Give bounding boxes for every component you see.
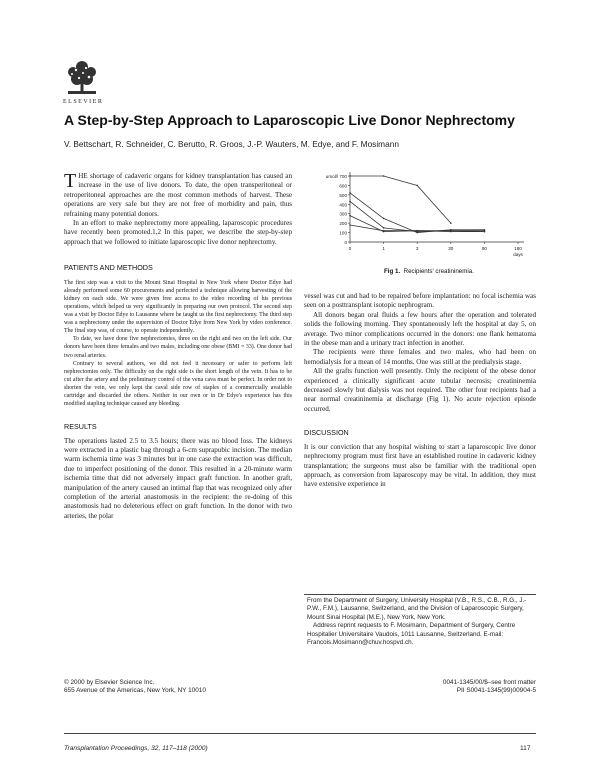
series-line-3 bbox=[350, 201, 484, 231]
data-point bbox=[383, 230, 385, 232]
data-point bbox=[383, 218, 385, 220]
intro-paragraph-2: In an effort to make nephrectomy more appealing, laparoscopic procedures have recently been promoted.1,2 In this paper, we describe the step-by-step approach that we followed to initiate laparoscopic live donor nephrectomy. bbox=[64, 219, 292, 246]
data-point bbox=[349, 201, 351, 203]
imprint-right bbox=[443, 679, 536, 695]
results-heading: RESULTS bbox=[64, 422, 97, 432]
methods-paragraph-2: To date, we have done five nephrectomies, three on the right and two on the left side. Our donors have been three females and two males, including one obese (BMI = 33). One donor had two renal arteries. bbox=[64, 336, 292, 359]
elsevier-wordmark: ELSEVIER bbox=[63, 99, 104, 105]
y-tick-label: 500 bbox=[339, 192, 347, 198]
x-tick-label: 3 bbox=[415, 246, 419, 251]
series-line-4 bbox=[350, 216, 484, 232]
reprint-address: Address reprint requests to F. Mosimann, Department of Surgery, Centre Hospitalier Universitaire Vaudois, 1011 Lausanne, Switzerland. E-mail: Francois.Mosimann@chuv.hospvd.ch. bbox=[307, 622, 516, 647]
methods-heading: PATIENTS AND METHODS bbox=[64, 263, 153, 273]
correspondence-note bbox=[307, 597, 537, 647]
x-tick-label: 0 bbox=[348, 246, 352, 251]
discussion-paragraph: It is our conviction that any hospital wishing to start a laparoscopic live donor nephrectomy program must first have an established routine in cadaveric kidney transplantation; the surgeons must also be familiar with the traditional open approach, as conversion from laparoscopy may be vital. In addition, they must have extensive experience in bbox=[304, 442, 536, 489]
x-tick-label: 1 bbox=[382, 246, 385, 251]
imprint-left bbox=[64, 679, 206, 695]
y-tick-label: 0 bbox=[344, 240, 347, 245]
affiliations: From the Department of Surgery, University Hospital (V.B., R.S., C.B., R.G., J.-P.W., F.M.), Lausanne, Switzerland, and the Division of Laparoscopic Surgery, Mount Sinai Hospital (M.E.), New York, New York. bbox=[307, 597, 527, 621]
data-point bbox=[349, 192, 351, 194]
x-tick-label: 30 bbox=[448, 246, 454, 251]
footnote-rule bbox=[304, 594, 536, 595]
data-point bbox=[383, 175, 385, 177]
data-point bbox=[349, 224, 351, 226]
right-paragraph-1: vessel was cut and had to be repaired before implantation: no focal ischemia was seen on a posttransplant isotopic nephrogram. bbox=[304, 292, 536, 310]
data-point bbox=[349, 215, 351, 217]
discussion-heading: DISCUSSION bbox=[304, 428, 349, 438]
y-tick-label: 100 bbox=[339, 230, 347, 236]
data-point bbox=[484, 231, 486, 233]
y-tick-label: 600 bbox=[339, 183, 347, 189]
data-point bbox=[383, 227, 385, 229]
series-line-1 bbox=[350, 176, 451, 223]
y-tick-label: 300 bbox=[339, 211, 347, 217]
y-tick-label: umol/l 700 bbox=[325, 174, 347, 179]
right-paragraph-2: All donors began oral fluids a few hours after the operation and tolerated solids the following morning. They spontaneously left the hospital at day 5, on average. Two minor complications occurred in the donors: one flank hematoma in the obese man and a urinary tract infection in another. bbox=[304, 310, 536, 348]
figure-caption-text: Recipients' creatininemia. bbox=[403, 268, 474, 275]
right-paragraph-4: All the grafts function well presently. Only the recipient of the obese donor experienced a clinically significant acute tubular necrosis; creatininemia decreased slowly but dialysis was not required. The other four recipients had a near normal creatininemia at discharge (Fig 1). No acute rejection episode occurred. bbox=[304, 367, 536, 413]
left-column bbox=[64, 172, 292, 521]
footer-rule bbox=[64, 733, 536, 734]
data-point bbox=[416, 185, 418, 187]
publisher-address: 655 Avenue of the Americas, New York, NY 10010 bbox=[64, 687, 206, 695]
right-paragraph-3: The recipients were three females and two males, who had been on hemodialysis for a mean of 14 months. One was still at the predialysis stage. bbox=[304, 348, 536, 366]
data-point bbox=[450, 230, 452, 232]
pii-line: PII S0041-1345(99)00904-5 bbox=[456, 687, 536, 695]
elsevier-logo bbox=[62, 58, 102, 98]
journal-citation: Transplantation Proceedings, 32, 117–118 (2000) bbox=[64, 745, 208, 752]
article-title: A Step-by-Step Approach to Laparoscopic Live Donor Nephrectomy bbox=[64, 112, 515, 128]
intro-paragraph-1: THE shortage of cadaveric organs for kidney transplantation has caused an increase in the use of live donors. To date, the open transperitoneal or retroperitoneal approaches are the most common methods of harvest. These operations are very safe but they are not free of morbidity and pain, thus refraining many potential donors. bbox=[64, 170, 292, 218]
x-tick-label-unit: days bbox=[513, 252, 523, 257]
copyright-line: © 2000 by Elsevier Science Inc. bbox=[64, 679, 155, 686]
author-list: V. Bettschart, R. Schneider, C. Berutto, R. Groos, J.-P. Wauters, M. Edye, and F. Mosimann bbox=[64, 139, 399, 149]
methods-paragraph-1: The first step was a visit to the Mount Sinai Hospital in New York where Doctor Edye had already performed some 60 procurements and perfected a technique allowing harvesting of the kidney on each side. We were given free access to the video recording of his previous operations, which helped us very significantly in preparing our own protocol. The second step was a visit by Doctor Edye to Lausanne where he taught us the first nephrectomy. The third step was a nephrectomy under the supervision of Doctor Edye from New York by video conference. The final step was, of course, to operate independently. bbox=[64, 279, 292, 335]
methods-paragraph-3: Contrary to several authors, we did not feel it necessary or safer to perform left nephrectomies only. The difficulty on the right side is the short length of the vein. It has to be cut after the artery and the preliminary control of the vena cava must be perfect. In order not to shorten the vein, we only kept the caval side row of staples of a commercially available cartridge and discarded the others. Neither in our own or in Dr Edye's experience has this modified stapling technique caused any bleeding. bbox=[64, 360, 292, 408]
series-line-2 bbox=[350, 193, 484, 233]
y-tick-label: 200 bbox=[339, 221, 347, 227]
data-point bbox=[450, 222, 452, 224]
page-number: 117 bbox=[520, 745, 531, 752]
y-tick-label: 400 bbox=[339, 202, 347, 208]
right-column bbox=[304, 292, 536, 490]
figure-caption-label: Fig 1. bbox=[384, 268, 401, 275]
results-paragraph: The operations lasted 2.5 to 3.5 hours; there was no blood loss. The kidneys were extracted in a plastic bag through a 6-cm suprapubic incision. The median warm ischemia time was 3 minutes but in one case the extraction was difficult, due to imperfect positioning of the donor. This resulted in a 20-minute warm ischemia time that did not adversely impact graft function. In another graft, manipulation of the artery caused an intimal flap that was recognized only after completion of the arterial anastomosis in the recipient: the re-doing of this anastomosis had no deleterious effect on graft function. In the donor with two arteries, the polar bbox=[64, 436, 292, 520]
issn-line: 0041-1345/00/$–see front matter bbox=[442, 679, 536, 686]
drop-cap: T bbox=[64, 170, 77, 192]
figure-caption bbox=[384, 268, 474, 275]
x-tick-label: 180 bbox=[514, 246, 522, 251]
creatininemia-chart bbox=[304, 166, 536, 266]
data-point bbox=[416, 230, 418, 232]
x-tick-label: 90 bbox=[481, 246, 487, 251]
figure-1 bbox=[304, 166, 536, 286]
